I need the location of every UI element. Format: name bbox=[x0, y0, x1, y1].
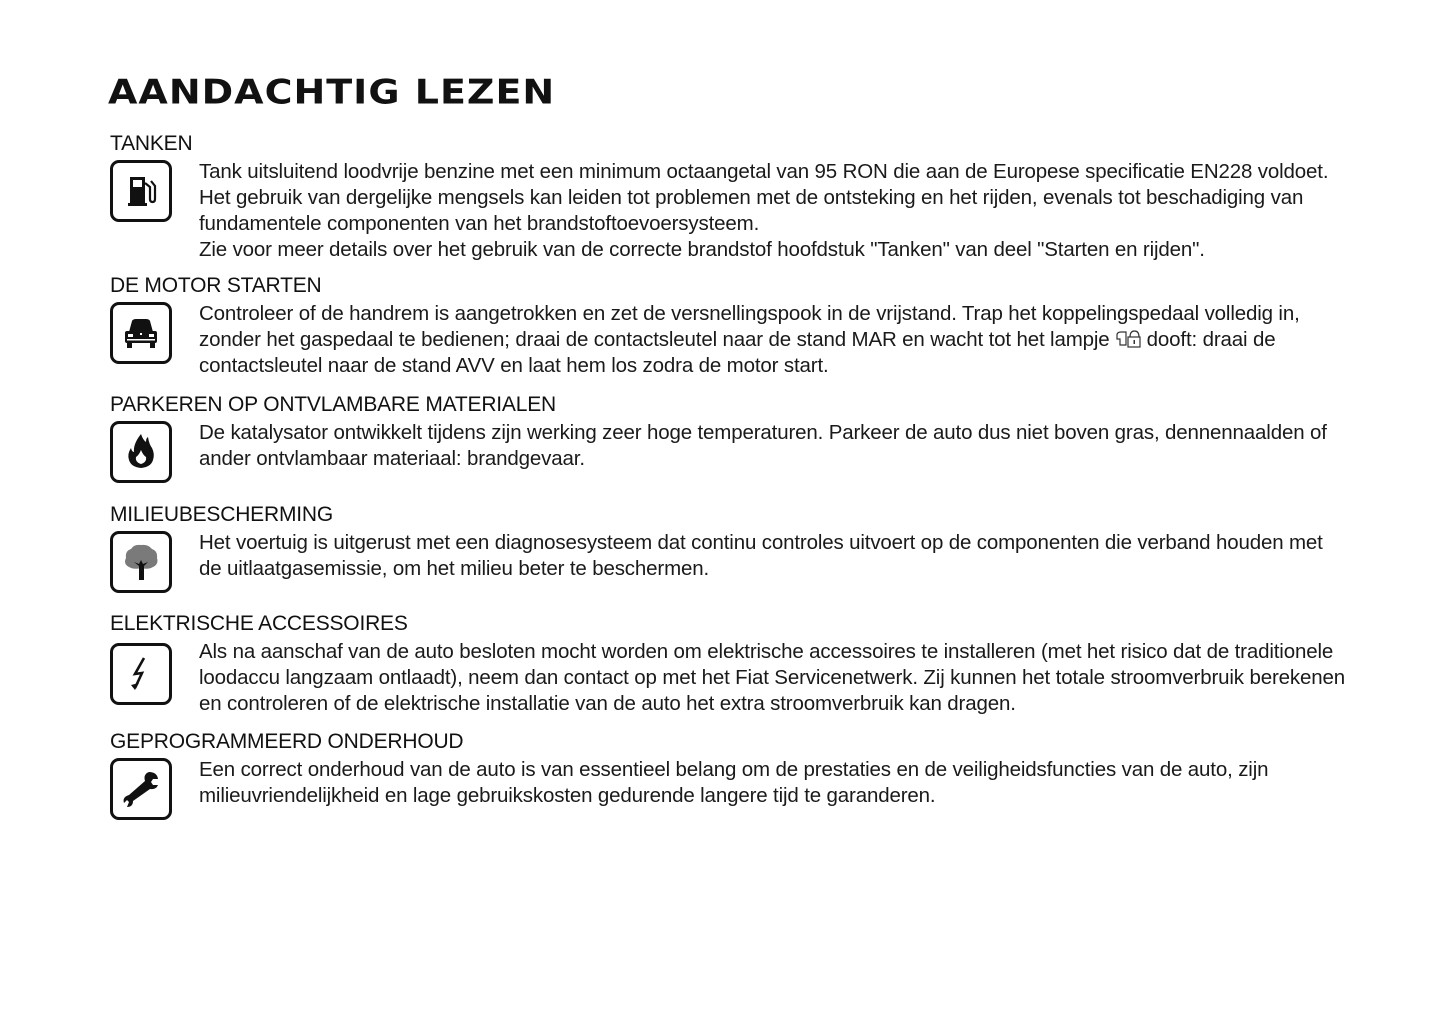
section-text: Een correct onderhoud van de auto is van essentieel belang om de prestaties en de veiligheidsfuncties van de auto, zijn milieuvriendelijkheid en lage gebruikskosten gedurende langere tijd te garanderen. bbox=[199, 758, 1269, 807]
section-elektrische-accessoires bbox=[110, 611, 1370, 717]
section-text: Controleer of de handrem is aangetrokken en zet de versnellingspook in de vrijstand. Trap het koppelingspedaal volledig in, zonder het gaspedaal te bedienen; draai de contactsleutel naar de stand MAR en wacht tot het lampje dooft: draai de contactsleutel naar de stand AVV en laat hem los zodra de motor start. bbox=[199, 302, 1300, 377]
section-heading: TANKEN bbox=[110, 132, 193, 155]
wrench-icon bbox=[110, 758, 172, 820]
section-heading: GEPROGRAMMEERD ONDERHOUD bbox=[110, 730, 464, 753]
section-text: De katalysator ontwikkelt tijdens zijn werking zeer hoge temperaturen. Parkeer de auto dus niet boven gras, dennennaalden of ander ontvlambaar materiaal: brandgevaar. bbox=[199, 421, 1327, 470]
section-milieubescherming bbox=[110, 502, 1370, 593]
section-heading: ELEKTRISCHE ACCESSOIRES bbox=[110, 612, 408, 635]
section-motor-starten bbox=[110, 273, 1370, 379]
immobilizer-warning-lamp-icon bbox=[1115, 329, 1141, 349]
page-title: AANDACHTIG LEZEN bbox=[108, 72, 556, 112]
section-heading: MILIEUBESCHERMING bbox=[110, 503, 333, 526]
section-heading: DE MOTOR STARTEN bbox=[110, 274, 322, 297]
section-heading: PARKEREN OP ONTVLAMBARE MATERIALEN bbox=[110, 393, 556, 416]
lightning-bolt-icon bbox=[110, 643, 172, 705]
car-front-icon bbox=[110, 302, 172, 364]
tree-icon bbox=[110, 531, 172, 593]
flame-icon bbox=[110, 421, 172, 483]
section-text: Het voertuig is uitgerust met een diagnosesysteem dat continu controles uitvoert op de componenten die verband houden met de uitlaatgasemissie, om het milieu beter te beschermen. bbox=[199, 531, 1323, 580]
section-text: Tank uitsluitend loodvrije benzine met een minimum octaangetal van 95 RON die aan de Europese specificatie EN228 voldoet. Het gebruik van dergelijke mengsels kan leiden tot problemen met de ontsteking en het rijden, evenals tot beschadiging van fundamentele componenten van het brandstoftoevoersysteem. bbox=[199, 160, 1329, 235]
section-geprogrammeerd-onderhoud bbox=[110, 729, 1370, 820]
fuel-pump-icon bbox=[110, 160, 172, 222]
section-tanken bbox=[110, 131, 1370, 263]
section-text: Als na aanschaf van de auto besloten mocht worden om elektrische accessoires te installeren (met het risico dat de traditionele loodaccu langzaam ontlaadt), neem dan contact op met het Fiat Servicenetwerk. Zij kunnen het totale stroomverbruik berekenen en controleren of de elektrische installatie van de auto het extra stroomverbruik kan dragen. bbox=[199, 640, 1345, 715]
section-parkeren bbox=[110, 392, 1370, 483]
section-text: Zie voor meer details over het gebruik van de correcte brandstof hoofdstuk "Tanken" van deel "Starten en rijden". bbox=[199, 238, 1205, 261]
